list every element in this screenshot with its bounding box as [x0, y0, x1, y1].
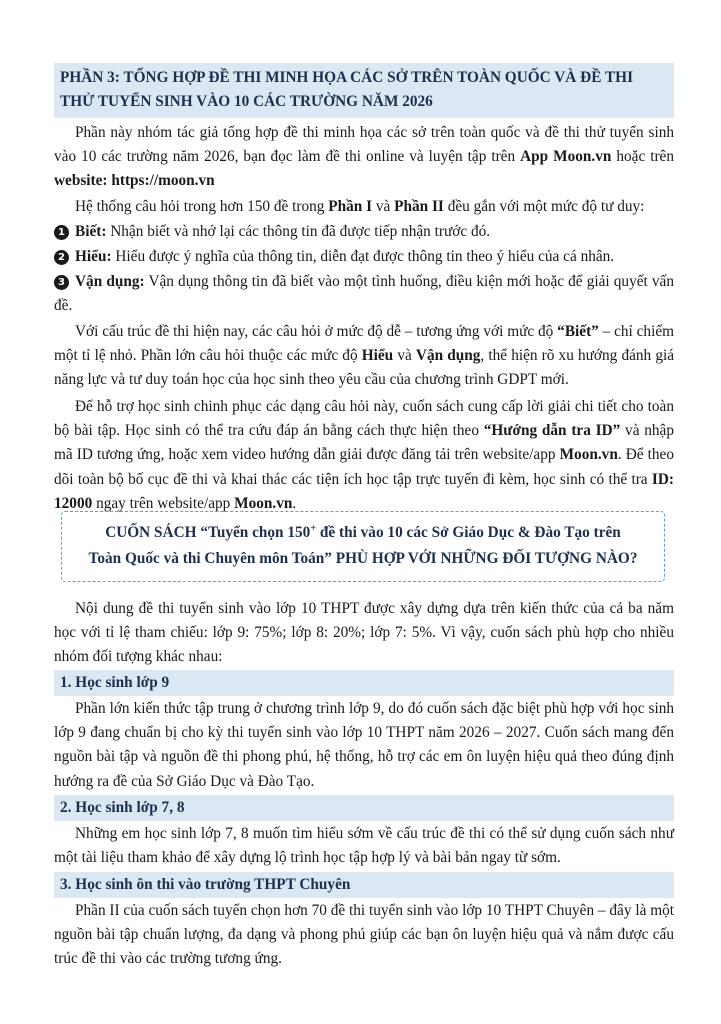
level-text: Vận dụng thông tin đã biết vào một tình huống, điều kiện mới hoặc để giải quyết vấn đề.: [54, 273, 674, 315]
levels-intro-text-2: và: [372, 198, 395, 215]
callout-text: CUỐN SÁCH “Tuyển chọn 150: [105, 524, 311, 541]
book-id: ID: 12000: [54, 470, 674, 512]
structure-text-3: và: [393, 347, 416, 365]
support-text: Để hỗ trợ học sinh chinh phục các dạng câu hỏi này, cuốn sách cung cấp lời giải chi tiết cho toàn bộ bài tập. Học sinh có thể tra cứu đáp án bằng cách thực hiện theo: [54, 398, 674, 440]
website-link[interactable]: website: https://moon.vn: [54, 172, 215, 190]
term-know: “Biết”: [557, 323, 599, 340]
part-header: [54, 63, 674, 118]
callout-line2: Toàn Quốc và thi Chuyên môn Toán” PHÙ HỢP VỚI NHỮNG ĐỐI TƯỢNG NÀO?: [88, 550, 638, 567]
support-text-3: . Để theo dõi toàn bộ bố cục đề thi và khai thác các tiện ích học tập trực tuyến đi kèm, học sinh có thể tra: [54, 446, 675, 488]
audience-callout-box: [61, 511, 665, 582]
level-text: Nhận biết và nhớ lại các thông tin đã được tiếp nhận trước đó.: [106, 223, 491, 240]
support-text-4: ngay trên website/app: [92, 494, 235, 512]
number-badge-icon: 1: [54, 225, 69, 240]
level-label: Hiểu:: [75, 248, 112, 265]
structure-text-4: , thể hiện rõ xu hướng đánh giá năng lực và tư duy toán học của học sinh theo yêu cầu của chương trình GDPT mới.: [54, 347, 675, 389]
part-2-label: Phần II: [394, 198, 444, 215]
moon-link: Moon.vn: [234, 494, 293, 512]
intro-paragraph: [54, 121, 674, 194]
level-text: Hiểu được ý nghĩa của thông tin, diễn đạt được thông tin theo ý hiểu của cá nhân.: [111, 248, 615, 265]
callout-text-2: đề thi vào 10 các Sở Giáo Dục & Đào Tạo trên: [316, 524, 621, 541]
callout-line1: [62, 520, 664, 546]
level-label: Biết:: [75, 223, 107, 240]
section-heading-specialized: 3. Học sinh ôn thi vào trường THPT Chuyên: [54, 872, 674, 898]
number-badge-icon: 2: [54, 250, 69, 265]
section-body-specialized: Phần II của cuốn sách tuyển chọn hơn 70 đề thi tuyển sinh vào lớp 10 THPT Chuyên – đây là một nguồn bài tập chuẩn lượng, đa dạng và phong phú giúp các bạn ôn luyện hiệu quả và nắm được cấu trúc đề thi vào các trường tương ứng.: [54, 902, 674, 968]
callout-superscript: +: [310, 522, 317, 534]
levels-intro-text-3: đều gắn với một mức độ tư duy:: [443, 198, 645, 215]
section-heading-grade78: 2. Học sinh lớp 7, 8: [54, 795, 674, 821]
structure-text: Với cấu trúc đề thi hiện nay, các câu hỏi ở mức độ dễ – tương ứng với mức độ: [75, 323, 558, 340]
audience-intro-paragraph: Nội dung đề thi tuyển sinh vào lớp 10 THPT được xây dựng dựa trên kiến thức của cả ba năm học với tỉ lệ tham chiếu: lớp 9: 75%; lớp 8: 20%; lớp 7: 5%. Vì vậy, cuốn sách phù hợp cho nhiều nhóm đối tượng khác nhau:: [54, 600, 674, 666]
id-guide-term: “Hướng dẫn tra ID”: [483, 422, 621, 440]
part-header-line1: PHẦN 3: TỔNG HỢP ĐỀ THI MINH HỌA CÁC SỞ TRÊN TOÀN QUỐC VÀ ĐỀ THI: [60, 69, 634, 86]
structure-paragraph: [54, 320, 674, 393]
term-apply: Vận dụng: [415, 347, 481, 365]
part-header-line2: THỬ TUYỂN SINH VÀO 10 CÁC TRƯỜNG NĂM 2026: [60, 93, 433, 110]
part-1-label: Phần I: [328, 198, 373, 215]
app-name: App Moon.vn: [520, 148, 612, 166]
level-label: Vận dụng:: [75, 273, 145, 290]
term-understand: Hiểu: [361, 347, 394, 365]
section-body-grade78: Những em học sinh lớp 7, 8 muốn tìm hiểu sớm về cấu trúc đề thi có thể sử dụng cuốn sách như một tài liệu tham khảo để xây dựng lộ trình học tập hợp lý và bài bản ngay từ sớm.: [54, 825, 674, 867]
level-item-understand: [54, 245, 674, 269]
support-paragraph: [54, 395, 674, 516]
section-body-grade9: Phần lớn kiến thức tập trung ở chương trình lớp 9, do đó cuốn sách đặc biệt phù hợp với học sinh lớp 9 đang chuẩn bị cho kỳ thi tuyển sinh vào lớp 10 THPT năm 2026 – 2027. Cuốn sách mang đến nguồn bài tập và nguồn đề thi phong phú, hệ thống, hỗ trợ các em ôn luyện hiệu quả theo đúng định hướng ra đề của Sở Giáo Dục và Đào Tạo.: [54, 700, 674, 790]
level-item-apply: [54, 270, 674, 318]
level-item-know: [54, 220, 674, 244]
moon-link: Moon.vn: [559, 446, 618, 464]
levels-intro: [54, 195, 674, 219]
section-heading-grade9: 1. Học sinh lớp 9: [54, 670, 674, 696]
intro-text-2: hoặc trên: [611, 148, 675, 166]
structure-text-2: – chỉ chiếm một tỉ lệ nhỏ. Phần lớn câu hỏi thuộc các mức độ: [54, 323, 675, 365]
number-badge-icon: 3: [54, 275, 69, 290]
intro-text: Phần này nhóm tác giả tổng hợp đề thi minh họa các sở trên toàn quốc và đề thi thử tuyển sinh vào 10 các trường năm 2026, bạn đọc làm đề thi online và luyện tập trên: [54, 124, 674, 166]
support-text-5: .: [292, 494, 297, 512]
levels-intro-text: Hệ thống câu hỏi trong hơn 150 đề trong: [75, 198, 329, 215]
support-text-2: và nhập mã ID tương ứng, hoặc xem video hướng dẫn giải được đăng tải trên website/app: [54, 422, 674, 464]
